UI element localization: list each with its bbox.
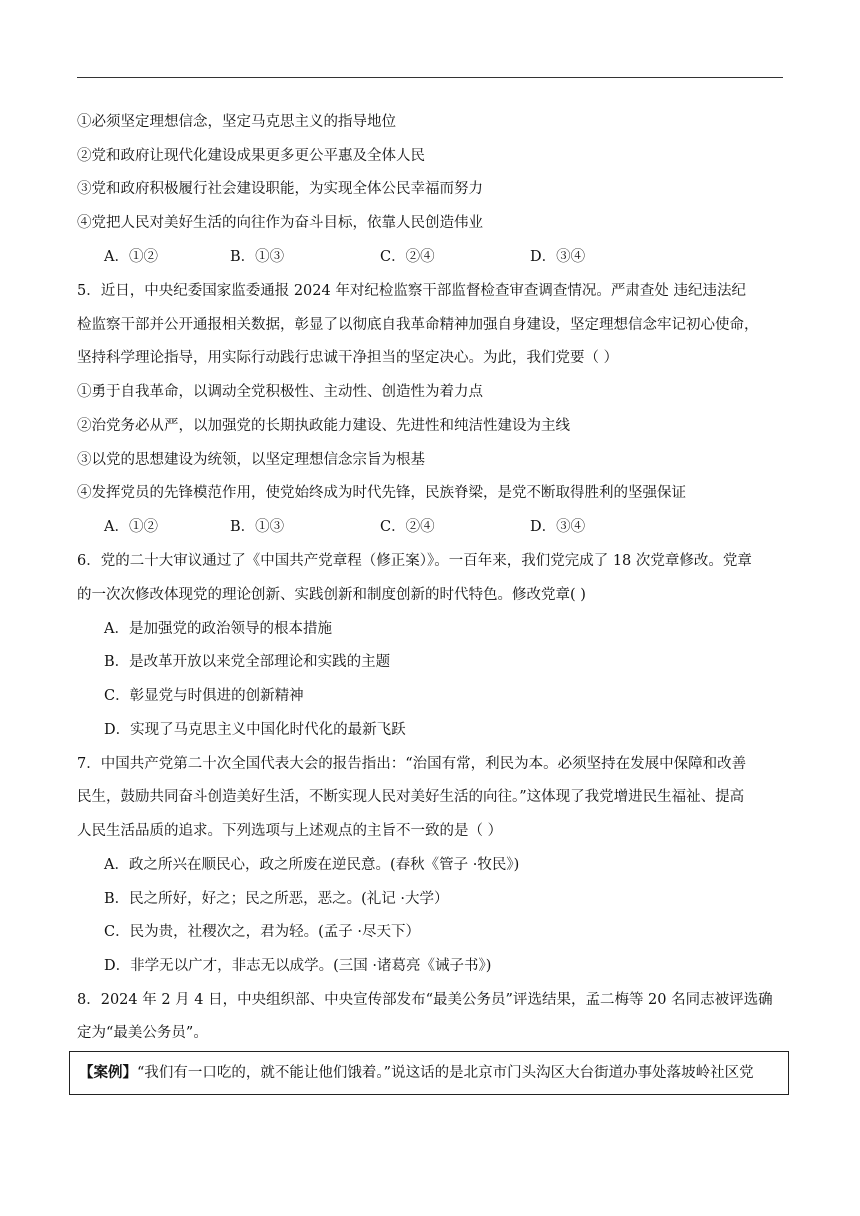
q6-option-d[interactable]: D．实现了马克思主义中国化时代化的最新飞跃 [104, 722, 406, 738]
q6-option-a[interactable]: A．是加强党的政治领导的根本措施 [104, 621, 332, 637]
header-rule [77, 77, 783, 78]
q5-stem-line-2: 检监察干部并公开通报相关数据，彰显了以彻底自我革命精神加强自身建设，坚定理想信念牢记初心使命， [77, 317, 759, 333]
q5-statement-3: ③以党的思想建设为统领，以坚定理想信念宗旨为根基 [77, 452, 425, 468]
q4-option-c[interactable]: C．②④ [380, 249, 435, 265]
q4-statement-2: ②党和政府让现代化建设成果更多更公平惠及全体人民 [77, 148, 425, 164]
q6-option-c[interactable]: C．彰显党与时俱进的创新精神 [104, 688, 304, 704]
q5-stem-line-3: 坚持科学理论指导，用实际行动践行忠诚干净担当的坚定决心。为此，我们党要（ ） [77, 350, 619, 366]
q6-option-b[interactable]: B．是改革开放以来党全部理论和实践的主题 [104, 654, 391, 670]
q7-stem-line-3: 人民生活品质的追求。下列选项与上述观点的主旨不一致的是（ ） [77, 823, 503, 839]
q4-statement-1: ①必须坚定理想信念，坚定马克思主义的指导地位 [77, 114, 396, 130]
q7-option-d[interactable]: D．非学无以广才，非志无以成学。(三国 ·诸葛亮《诫子书》) [104, 958, 492, 974]
q5-option-d[interactable]: D．③④ [530, 519, 586, 535]
q7-stem-line-1: 7．中国共产党第二十次全国代表大会的报告指出：“治国有常，利民为本。必须坚持在发展中保障和改善 [77, 756, 747, 772]
q7-option-c[interactable]: C．民为贵，社稷次之，君为轻。(孟子 ·尽天下） [104, 924, 420, 940]
q5-statement-4: ④发挥党员的先锋模范作用，使党始终成为时代先锋，民族脊梁，是党不断取得胜利的坚强保证 [77, 485, 686, 501]
q7-option-b[interactable]: B．民之所好，好之；民之所恶，恶之。(礼记 ·大学） [104, 891, 449, 907]
case-text: “我们有一口吃的，就不能让他们饿着。”说这话的是北京市门头沟区大台街道办事处落坡岭社区党 [137, 1065, 754, 1081]
q7-stem-line-2: 民生，鼓励共同奋斗创造美好生活，不断实现人民对美好生活的向往。”这体现了我党增进民生福祉、提高 [77, 789, 745, 805]
q5-option-c[interactable]: C．②④ [380, 519, 435, 535]
q7-option-a[interactable]: A．政之所兴在顺民心，政之所废在逆民意。(春秋《管子 ·牧民》) [104, 857, 520, 873]
q6-stem-line-2: 的一次次修改体现党的理论创新、实践创新和制度创新的时代特色。修改党章( ) [77, 587, 586, 603]
q8-stem-line-2: 定为“最美公务员”。 [77, 1025, 208, 1041]
q8-stem-line-1: 8．2024 年 2 月 4 日，中央组织部、中央宣传部发布“最美公务员”评选结果，孟二梅等 20 名同志被评选确 [77, 992, 773, 1008]
q5-statement-1: ①勇于自我革命，以调动全党积极性、主动性、创造性为着力点 [77, 384, 483, 400]
q4-option-a[interactable]: A．①② [104, 249, 158, 265]
q4-statement-4: ④党把人民对美好生活的向往作为奋斗目标，依靠人民创造伟业 [77, 215, 483, 231]
case-content [79, 1064, 754, 1082]
q4-option-b[interactable]: B．①③ [230, 249, 285, 265]
case-tag: 【案例】 [79, 1064, 137, 1081]
q4-statement-3: ③党和政府积极履行社会建设职能，为实现全体公民幸福而努力 [77, 181, 483, 197]
q4-option-d[interactable]: D．③④ [530, 249, 586, 265]
q5-statement-2: ②治党务必从严，以加强党的长期执政能力建设、先进性和纯洁性建设为主线 [77, 418, 570, 434]
q5-stem-line-1: 5．近日，中央纪委国家监委通报 2024 年对纪检监察干部监督检查审查调查情况。严肃查处 违纪违法纪 [77, 283, 746, 299]
q5-option-b[interactable]: B．①③ [230, 519, 285, 535]
q6-stem-line-1: 6．党的二十大审议通过了《中国共产党章程（修正案）》。一百年来，我们党完成了 18 次党章修改。党章 [77, 553, 752, 569]
q5-option-a[interactable]: A．①② [104, 519, 158, 535]
case-box [69, 1051, 789, 1095]
